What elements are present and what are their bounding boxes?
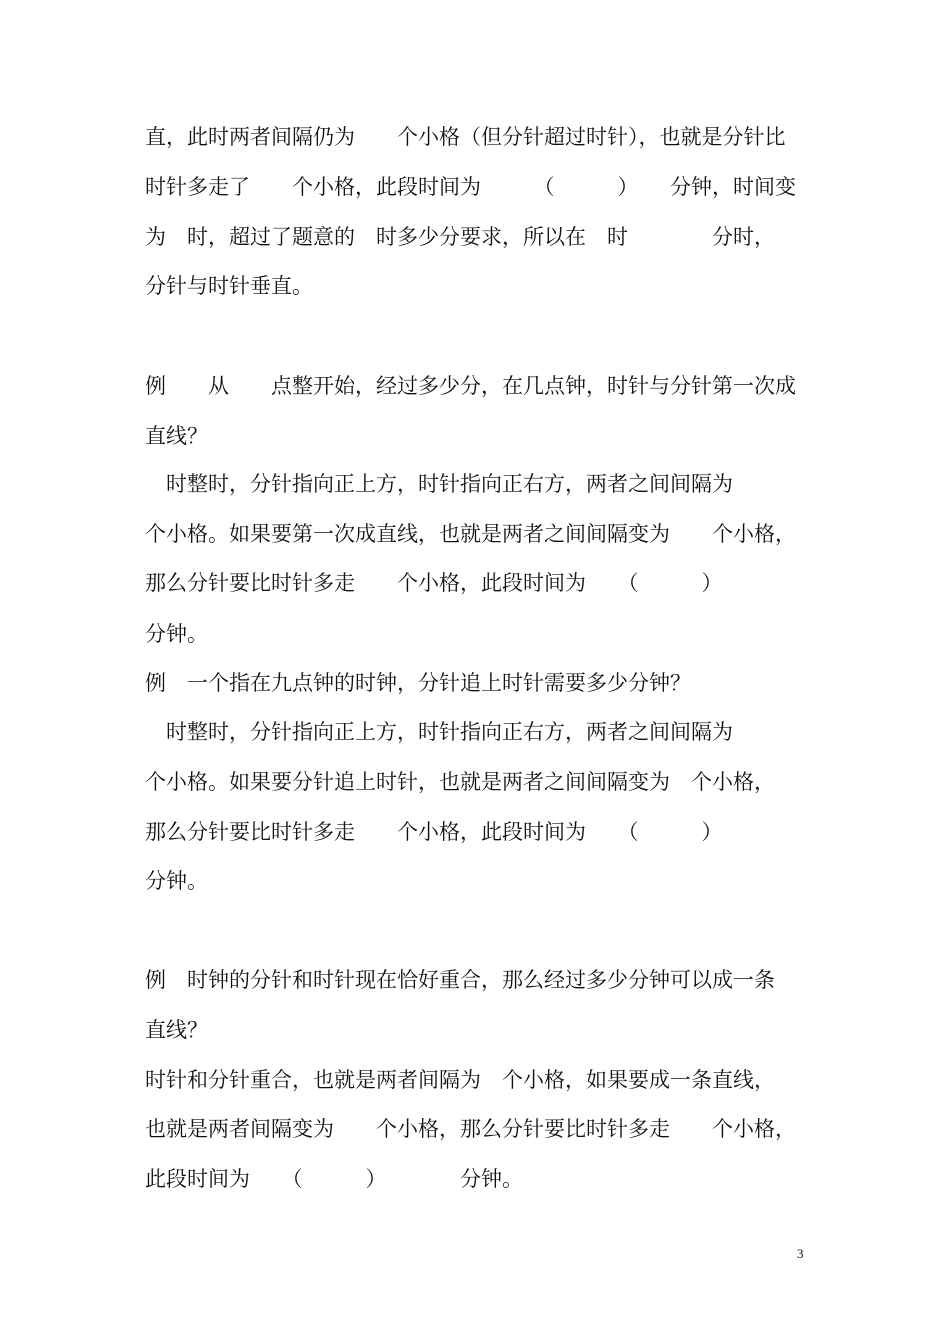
text-line: 分针与时针垂直。 <box>145 274 313 298</box>
text-line: 分钟。 <box>145 622 208 646</box>
text-line: 个小格。如果要分针追上时针，也就是两者之间间隔变为 个小格， <box>145 770 775 794</box>
text-line: 此段时间为 （ ） 分钟。 <box>145 1167 523 1191</box>
text-line: 那么分针要比时针多走 个小格，此段时间为 （ ） <box>145 820 723 844</box>
text-line: 那么分针要比时针多走 个小格，此段时间为 （ ） <box>145 571 723 595</box>
text-line: 时整时，分针指向正上方，时针指向正右方，两者之间间隔为 <box>145 472 733 496</box>
text-line: 为 时，超过了题意的 时多少分要求，所以在 时 分时， <box>145 225 775 249</box>
text-line: 个小格。如果要第一次成直线，也就是两者之间间隔变为 个小格， <box>145 522 796 546</box>
text-line: 例 从 点整开始，经过多少分，在几点钟，时针与分针第一次成 <box>145 374 796 398</box>
text-line: 时整时，分针指向正上方，时针指向正右方，两者之间间隔为 <box>145 720 733 744</box>
page-number: 3 <box>797 1246 804 1261</box>
text-line: 时针和分针重合，也就是两者间隔为 个小格，如果要成一条直线， <box>145 1068 775 1092</box>
text-line: 直，此时两者间隔仍为 个小格（但分针超过时针），也就是分针比 <box>145 125 786 149</box>
text-line: 分钟。 <box>145 869 208 893</box>
text-line: 直线？ <box>145 1018 208 1042</box>
text-line: 直线？ <box>145 424 208 448</box>
text-line: 例 时钟的分针和时针现在恰好重合，那么经过多少分钟可以成一条 <box>145 968 775 992</box>
text-line: 也就是两者间隔变为 个小格，那么分针要比时针多走 个小格， <box>145 1117 796 1141</box>
text-line: 例 一个指在九点钟的时钟，分针追上时针需要多少分钟？ <box>145 671 691 695</box>
text-line: 时针多走了 个小格，此段时间为 （ ） 分钟，时间变 <box>145 175 796 199</box>
